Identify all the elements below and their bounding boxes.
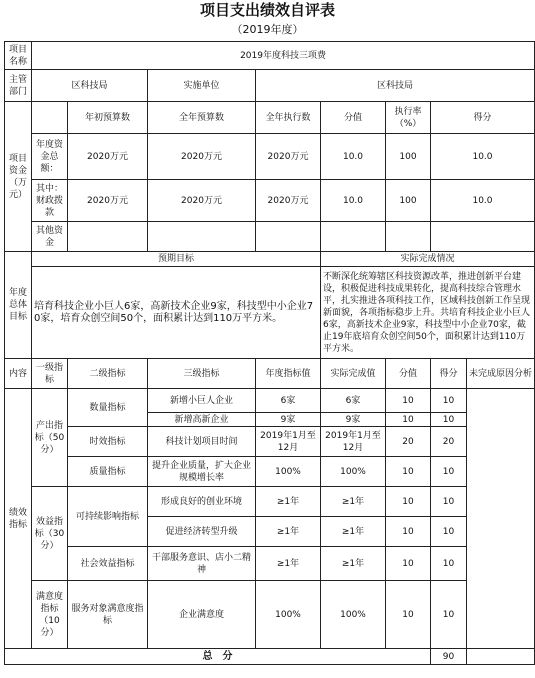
actual-value-header: 实际完成值: [321, 359, 386, 389]
actual-service-spirit: ≥1年: [321, 547, 386, 581]
score-econ-upgrade: 10: [431, 517, 467, 547]
social-indicator-label: 社会效益指标: [68, 547, 148, 581]
l3-header: 三级指标: [148, 359, 256, 389]
target-enterprise-satisfaction: 100%: [256, 581, 321, 649]
score-new-hightech: 10: [431, 413, 467, 427]
target-quality-growth: 100%: [256, 457, 321, 487]
l3-enterprise-satisfaction: 企业满意度: [148, 581, 256, 649]
expected-goal-text: 培育科技企业小巨人6家，高新技术企业9家，科技型中小企业70家，培育众创空间50个，面积累计达到110万平方米。: [32, 267, 321, 359]
goals-label: 年度总体目标: [5, 252, 32, 359]
output-indicator-label: 产出指标（50分）: [32, 389, 68, 487]
full-budget-header: 全年预算数: [148, 102, 256, 134]
benefit-indicator-label: 效益指标（30分）: [32, 487, 68, 581]
exec-rate-header: 执行率（%）: [386, 102, 431, 134]
impl-unit-label: 实施单位: [148, 70, 256, 102]
target-startup-env: ≥1年: [256, 487, 321, 517]
score-project-time: 20: [431, 427, 467, 457]
table-subtitle: （2019年度）: [231, 23, 304, 36]
score-value2-header: 分值: [386, 359, 431, 389]
score-header: 得分: [431, 102, 535, 134]
other-funds-label: 其他资金: [32, 222, 68, 252]
score-enterprise-satisfaction: 10: [431, 581, 467, 649]
actual-econ-upgrade: ≥1年: [321, 517, 386, 547]
total-score-value-final: 90: [431, 649, 467, 665]
content-header: 内容: [5, 359, 32, 389]
total-full-exec: 2020万元: [256, 134, 321, 180]
l2-header: 二级指标: [68, 359, 148, 389]
quality-indicator-label: 质量指标: [68, 457, 148, 487]
fiscal-initial: 2020万元: [68, 180, 148, 222]
total-label: 总 分: [5, 649, 431, 665]
actual-quality-growth: 100%: [321, 457, 386, 487]
other-exec-rate: [386, 222, 431, 252]
sustain-indicator-label: 可持续影响指标: [68, 487, 148, 547]
score-service-spirit: 10: [431, 547, 467, 581]
unmet-reason-header: 未完成原因分析: [467, 359, 535, 389]
fiscal-score-value: 10.0: [321, 180, 386, 222]
l3-service-spirit: 干部服务意识、店小二精神: [148, 547, 256, 581]
annual-target-header: 年度指标值: [256, 359, 321, 389]
actual-new-hightech: 9家: [321, 413, 386, 427]
satisfaction-indicator-label: 满意度指标（10分）: [32, 581, 68, 649]
actual-project-time: 2019年1月至12月: [321, 427, 386, 457]
total-full-budget: 2020万元: [148, 134, 256, 180]
fiscal-label: 其中：财政拨款: [32, 180, 68, 222]
total-score: 10.0: [431, 134, 535, 180]
funds-label: 项目资金（万元）: [5, 102, 32, 252]
score-value-new-hightech: 10: [386, 413, 431, 427]
total-score-value: 10.0: [321, 134, 386, 180]
perf-indicators-label: 绩效指标: [5, 389, 32, 649]
l3-new-hightech: 新增高新企业: [148, 413, 256, 427]
score-value-startup-env: 10: [386, 487, 431, 517]
total-exec-rate: 100: [386, 134, 431, 180]
other-score-value: [321, 222, 386, 252]
quantity-indicator-label: 数量指标: [68, 389, 148, 427]
l3-econ-upgrade: 促进经济转型升级: [148, 517, 256, 547]
other-full-budget: [148, 222, 256, 252]
timeliness-indicator-label: 时效指标: [68, 427, 148, 457]
fiscal-full-budget: 2020万元: [148, 180, 256, 222]
project-name-label: 项目名称: [5, 42, 32, 70]
score-new-giant: 10: [431, 389, 467, 413]
impl-unit-value: 区科技局: [256, 70, 535, 102]
score-value-new-giant: 10: [386, 389, 431, 413]
unmet-reason-cell: [467, 389, 535, 649]
score-value-quality-growth: 10: [386, 457, 431, 487]
actual-status-header: 实际完成情况: [321, 252, 535, 267]
l3-startup-env: 形成良好的创业环境: [148, 487, 256, 517]
other-initial: [68, 222, 148, 252]
target-new-hightech: 9家: [256, 413, 321, 427]
target-service-spirit: ≥1年: [256, 547, 321, 581]
actual-status-text: 不断深化统筹辖区科技资源改革，推进创新平台建设，积极促进科技成果转化，提高科技综合管理水平，扎实推进各项科技工作，区域科技创新工作呈现新面貌，各项指标稳步上升。共培育科技企业小巨人6家，高新技术企业9家，科技型中小企业70家，截止19年底培育众创空间50个，面积累计达到110万平方米。: [321, 267, 535, 359]
other-full-exec: [256, 222, 321, 252]
score-value-project-time: 20: [386, 427, 431, 457]
dept-label: 主管部门: [5, 70, 32, 102]
fiscal-score: 10.0: [431, 180, 535, 222]
score2-header: 得分: [431, 359, 467, 389]
target-econ-upgrade: ≥1年: [256, 517, 321, 547]
l3-project-time: 科技计划项目时间: [148, 427, 256, 457]
dept-value: 区科技局: [32, 70, 148, 102]
l1-header: 一级指标: [32, 359, 68, 389]
target-new-giant: 6家: [256, 389, 321, 413]
score-quality-growth: 10: [431, 457, 467, 487]
performance-table: [4, 41, 535, 665]
score-value-enterprise-satisfaction: 10: [386, 581, 431, 649]
actual-new-giant: 6家: [321, 389, 386, 413]
target-project-time: 2019年1月至12月: [256, 427, 321, 457]
score-startup-env: 10: [431, 487, 467, 517]
total-funds-label: 年度资金总额：: [32, 134, 68, 180]
actual-enterprise-satisfaction: 100%: [321, 581, 386, 649]
total-initial: 2020万元: [68, 134, 148, 180]
total-unmet-reason: [467, 649, 535, 665]
other-score: [431, 222, 535, 252]
fiscal-exec-rate: 100: [386, 180, 431, 222]
funds-blank: [32, 102, 68, 134]
initial-budget-header: 年初预算数: [68, 102, 148, 134]
project-name-value: 2019年度科技三项费: [32, 42, 535, 70]
l3-quality-growth: 提升企业质量，扩大企业规模增长率: [148, 457, 256, 487]
score-value-header: 分值: [321, 102, 386, 134]
table-title: 项目支出绩效自评表: [199, 1, 335, 19]
service-satisfaction-label: 服务对象满意度指标: [68, 581, 148, 649]
full-exec-header: 全年执行数: [256, 102, 321, 134]
score-value-service-spirit: 10: [386, 547, 431, 581]
score-value-econ-upgrade: 10: [386, 517, 431, 547]
l3-new-giant: 新增小巨人企业: [148, 389, 256, 413]
fiscal-full-exec: 2020万元: [256, 180, 321, 222]
expected-goal-header: 预期目标: [32, 252, 321, 267]
actual-startup-env: ≥1年: [321, 487, 386, 517]
